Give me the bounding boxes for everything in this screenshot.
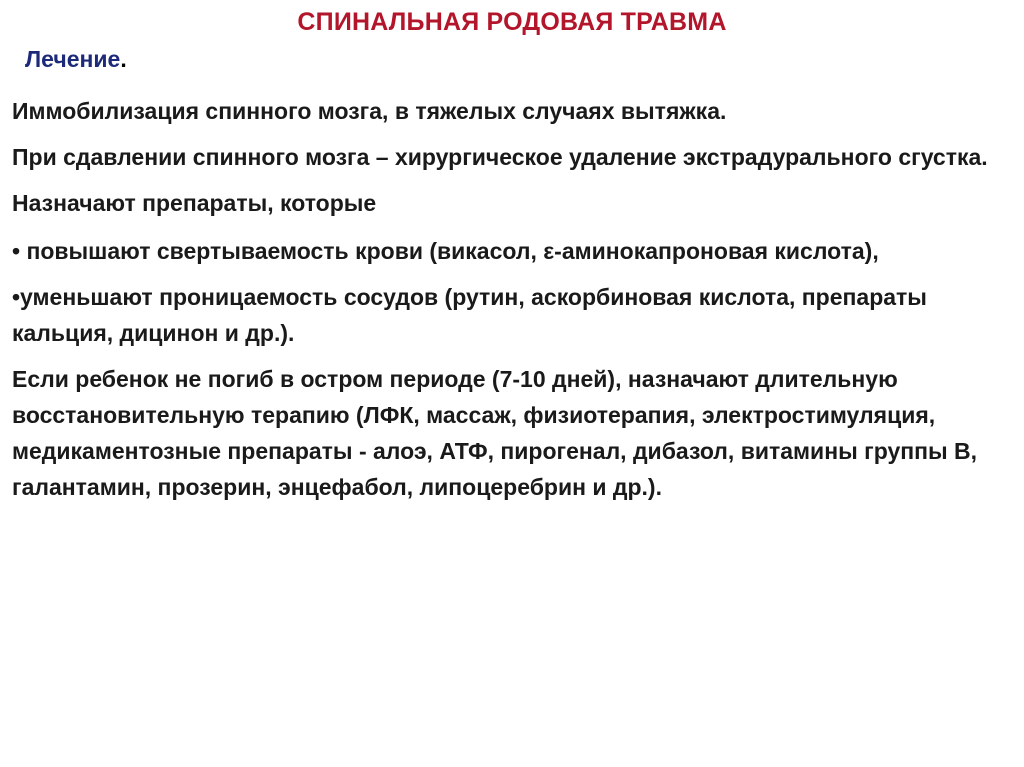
section-heading-punct: . bbox=[120, 46, 127, 72]
paragraph-drugs-intro: Назначают препараты, которые bbox=[12, 190, 377, 216]
paragraph-surgery: При сдавлении спинного мозга – хирургическое удаление экстрадурального сгустка. bbox=[12, 144, 988, 170]
section-heading bbox=[25, 45, 127, 73]
paragraph-rehabilitation: Если ребенок не погиб в остром периоде (7-10 дней), назначают длительную восстановительную терапию (ЛФК, массаж, физиотерапия, электростимуляция, медикаментозные препараты - алоэ, АТФ, пирогенал, дибазол, витамины группы В, галантамин, прозерин, энцефабол, липоцеребрин и др.). bbox=[12, 366, 978, 500]
section-heading-text: Лечение bbox=[25, 46, 121, 72]
paragraph-immobilization: Иммобилизация спинного мозга, в тяжелых случаях вытяжка. bbox=[12, 98, 727, 124]
bullet-coagulation: • повышают свертываемость крови (викасол, ε-аминокапроновая кислота), bbox=[12, 238, 879, 264]
bullet-vascular: •уменьшают проницаемость сосудов (рутин, аскорбиновая кислота, препараты кальция, дицинон и др.). bbox=[12, 284, 927, 346]
slide-body bbox=[12, 93, 1012, 515]
slide-title: СПИНАЛЬНАЯ РОДОВАЯ ТРАВМА bbox=[297, 8, 727, 36]
